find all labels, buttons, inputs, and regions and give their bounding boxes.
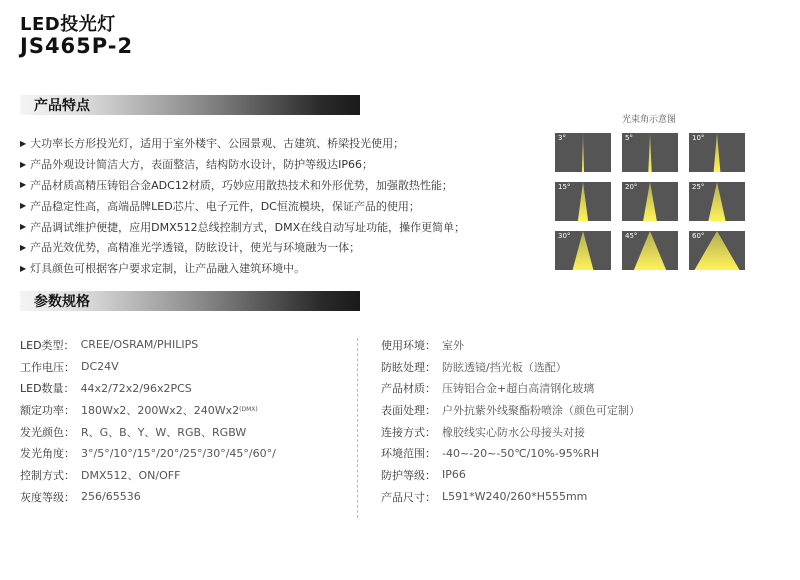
beam-cone (578, 182, 588, 221)
beam-cell-60 (689, 231, 745, 270)
beam-cell-20 (622, 182, 678, 221)
beam-cone (714, 133, 721, 172)
feature-item: ▶ 产品稳定性高，高端品牌LED芯片、电子元件，DC恒流模块，保证产品的使用； (20, 199, 420, 213)
spec-row: 发光颜色： R、G、B、Y、W、RGB、RGBW (20, 425, 247, 439)
beam-cell-30 (555, 231, 611, 270)
spec-row: 灰度等级： 256/65536 (20, 490, 141, 504)
feature-item: ▶ 灯具颜色可根据客户要求定制，让产品融入建筑环境中。 (20, 262, 306, 276)
beam-cone (708, 182, 725, 221)
spec-row: 控制方式： DMX512、ON/OFF (20, 468, 181, 482)
beam-angle-label: 25° (692, 183, 705, 191)
beam-cone (634, 231, 666, 270)
spec-row: 使用环境： 室外 (381, 338, 464, 352)
bullet-icon: ▶ (20, 201, 27, 211)
beam-angle-label: 60° (692, 232, 705, 240)
beam-cell-45 (622, 231, 678, 270)
product-model: JS465P-2 (20, 34, 134, 58)
beam-angle-label: 10° (692, 134, 705, 142)
beam-angle-label: 3° (558, 134, 566, 142)
spec-row: LED数量： 44x2/72x2/96x2PCS (20, 381, 192, 396)
bullet-icon: ▶ (20, 159, 27, 169)
bullet-icon: ▶ (20, 242, 27, 252)
beam-cell-25 (689, 182, 745, 221)
beam-angle-label: 15° (558, 183, 571, 191)
beam-cone (582, 133, 584, 172)
column-divider (357, 338, 358, 518)
specs-left-column (20, 334, 360, 508)
beam-cone (643, 182, 657, 221)
features-heading: 产品特点 (34, 98, 90, 114)
feature-item: ▶ 产品调试维护便捷，应用DMX512总线控制方式，DMX在线自动写址功能，操作更简单； (20, 220, 466, 234)
beam-angle-label: 45° (625, 232, 638, 240)
feature-item: ▶ 产品光效优势，高精准光学透镜，防眩设计，使光与环境融为一体； (20, 241, 361, 255)
features-list (20, 133, 540, 279)
beam-cell-3 (555, 133, 611, 172)
product-title: LED投光灯 (20, 14, 116, 35)
bullet-icon: ▶ (20, 180, 27, 190)
beam-cone (573, 231, 594, 270)
feature-item: ▶ 大功率长方形投光灯，适用于室外楼宇、公园景观、古建筑、桥梁投光使用； (20, 137, 405, 151)
spec-row: 产品材质： 压铸铝合金+超白高清钢化玻璃 (381, 382, 595, 396)
beam-cell-10 (689, 133, 745, 172)
bullet-icon: ▶ (20, 138, 27, 148)
beam-angle-label: 5° (625, 134, 633, 142)
beam-angle-diagram (555, 133, 745, 271)
beam-angle-label: 30° (558, 232, 571, 240)
spec-row: 表面处理： 户外抗紫外线聚酯粉喷涂（颜色可定制） (381, 403, 640, 417)
spec-row: LED类型： CREE/OSRAM/PHILIPS (20, 338, 199, 352)
beam-cell-15 (555, 182, 611, 221)
beam-angle-label: 20° (625, 183, 638, 191)
bullet-icon: ▶ (20, 222, 27, 232)
spec-row: 连接方式： 橡胶线实心防水公母接头对接 (381, 425, 585, 439)
feature-item: ▶ 产品材质高精压铸铝合金ADC12材质，巧妙应用散热技术和外形优势，加强散热性能； (20, 178, 453, 192)
spec-row: 额定功率： 180Wx2、200Wx2、240Wx2 (DMX) (20, 403, 258, 417)
spec-row: 防眩处理： 防眩透镜/挡光板（选配） (381, 360, 567, 374)
spec-row: 防护等级： IP66 (381, 468, 466, 482)
specs-heading: 参数规格 (34, 294, 90, 310)
beam-diagram-caption: 光束角示意图 (622, 115, 677, 125)
specs-right-column (381, 334, 721, 508)
spec-row: 发光角度： 3°/5°/10°/15°/20°/25°/30°/45°/60°/ (20, 446, 276, 461)
feature-item: ▶ 产品外观设计简洁大方，表面整洁，结构防水设计，防护等级达IP66； (20, 158, 374, 172)
beam-cell-5 (622, 133, 678, 172)
bullet-icon: ▶ (20, 263, 27, 273)
spec-row: 环境范围： -40~-20~-50℃/10%-95%RH (381, 446, 600, 461)
spec-row: 产品尺寸： L591*W240/260*H555mm (381, 490, 588, 504)
beam-cone (648, 133, 651, 172)
spec-row: 工作电压： DC24V (20, 360, 119, 374)
